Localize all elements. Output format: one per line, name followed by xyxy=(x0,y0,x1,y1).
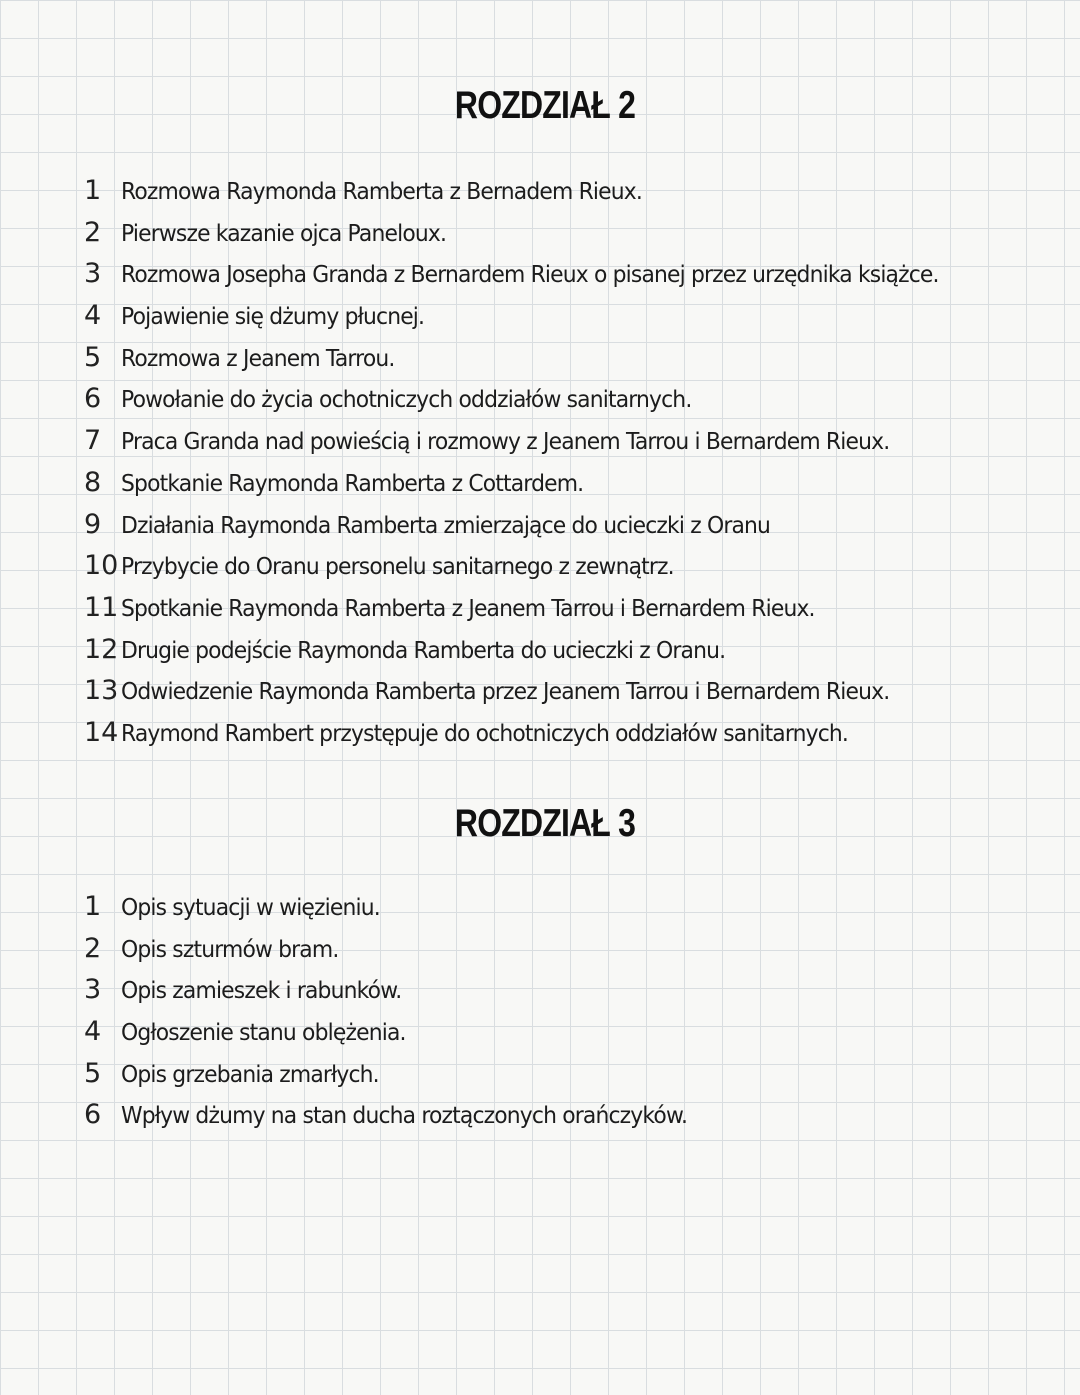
item-text: Rozmowa Raymonda Ramberta z Bernadem Rieux. xyxy=(121,177,642,205)
list-item xyxy=(84,383,1000,425)
list-item xyxy=(84,1058,730,1100)
item-text: Pierwsze kazanie ojca Paneloux. xyxy=(121,218,447,247)
item-number: 11 xyxy=(84,591,119,623)
item-text: Opis zamieszek i rabunków. xyxy=(121,976,402,1005)
list-item xyxy=(84,592,1000,634)
item-number: 8 xyxy=(84,466,102,498)
list-item xyxy=(84,425,1000,467)
list-item xyxy=(84,342,1000,384)
list-item xyxy=(84,1016,730,1058)
list-item xyxy=(84,1099,730,1141)
item-text: Odwiedzenie Raymonda Ramberta przez Jeanem Tarrou i Bernardem Rieux. xyxy=(121,677,890,706)
item-number: 4 xyxy=(84,1016,102,1048)
item-text: Przybycie do Oranu personelu sanitarnego z zewnątrz. xyxy=(121,552,674,581)
list-item xyxy=(84,550,1000,592)
item-text: Opis grzebania zmarłych. xyxy=(121,1059,379,1088)
list-item xyxy=(84,675,1000,717)
list-item xyxy=(84,300,1000,342)
item-number: 13 xyxy=(84,675,119,707)
item-text: Ogłoszenie stanu oblężenia. xyxy=(121,1018,406,1047)
list-item xyxy=(84,634,1000,676)
item-text: Powołanie do życia ochotniczych oddziałów sanitarnych. xyxy=(121,385,692,414)
item-number: 5 xyxy=(84,1057,102,1089)
item-number: 1 xyxy=(84,891,102,922)
chapter-3-list xyxy=(84,891,730,1141)
item-text: Opis sytuacji w więzieniu. xyxy=(121,893,380,921)
item-number: 2 xyxy=(84,216,102,248)
item-text: Praca Granda nad powieścią i rozmowy z Jeanem Tarrou i Bernardem Rieux. xyxy=(121,427,890,456)
item-number: 10 xyxy=(84,550,119,582)
item-text: Spotkanie Raymonda Ramberta z Cottardem. xyxy=(121,468,584,497)
list-item xyxy=(84,933,730,975)
item-text: Drugie podejście Raymonda Ramberta do ucieczki z Oranu. xyxy=(121,635,726,664)
list-item xyxy=(84,258,1000,300)
list-item xyxy=(84,509,1000,551)
item-number: 5 xyxy=(84,341,102,373)
item-text: Działania Raymonda Ramberta zmierzające do ucieczki z Oranu xyxy=(121,510,771,539)
list-item xyxy=(84,891,730,933)
item-text: Pojawienie się dżumy płucnej. xyxy=(121,302,425,331)
item-number: 3 xyxy=(84,258,102,290)
item-text: Wpływ dżumy na stan ducha roztączonych orańczyków. xyxy=(121,1101,688,1130)
item-number: 1 xyxy=(84,175,102,206)
item-number: 4 xyxy=(84,300,102,332)
item-number: 12 xyxy=(84,633,119,665)
item-text: Raymond Rambert przystępuje do ochotniczych oddziałów sanitarnych. xyxy=(121,718,849,747)
chapter-2-heading: ROZDZIAŁ 2 xyxy=(454,84,636,127)
item-number: 3 xyxy=(84,974,102,1006)
item-number: 2 xyxy=(84,932,102,964)
item-text: Spotkanie Raymonda Ramberta z Jeanem Tarrou i Bernardem Rieux. xyxy=(121,593,815,622)
item-number: 6 xyxy=(84,1099,102,1131)
chapter-2-list xyxy=(84,175,1000,759)
list-item xyxy=(84,974,730,1016)
item-text: Opis szturmów bram. xyxy=(121,934,339,963)
item-number: 9 xyxy=(84,508,102,540)
item-number: 7 xyxy=(84,425,102,457)
item-text: Rozmowa z Jeanem Tarrou. xyxy=(121,343,395,372)
list-item xyxy=(84,175,1000,217)
item-number: 14 xyxy=(84,716,119,748)
item-number: 6 xyxy=(84,383,102,415)
list-item xyxy=(84,467,1000,509)
chapter-3-heading: ROZDZIAŁ 3 xyxy=(454,802,636,845)
list-item xyxy=(84,717,1000,759)
list-item xyxy=(84,217,1000,259)
item-text: Rozmowa Josepha Granda z Bernardem Rieux o pisanej przez urzędnika książce. xyxy=(121,260,939,289)
